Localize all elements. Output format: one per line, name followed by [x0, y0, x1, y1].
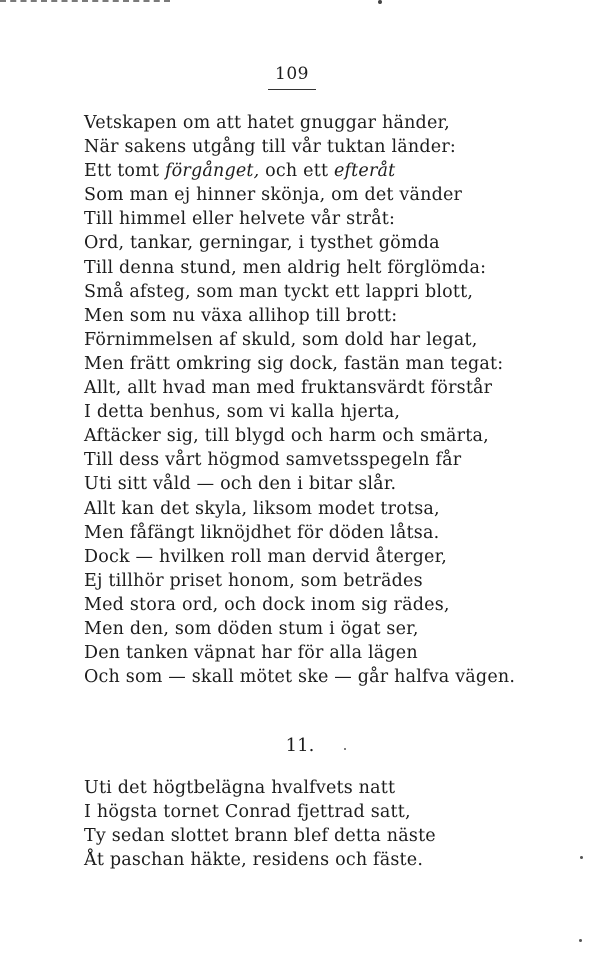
- section-number: 11.: [285, 735, 315, 756]
- verse-text: När sakens utgång till vår tuktan länder:: [84, 137, 456, 158]
- verse-text: Uti sitt våld — och den i bitar slår.: [84, 474, 397, 495]
- verse-line: [84, 665, 515, 689]
- verse-line: [84, 448, 515, 472]
- verse-line: [84, 159, 515, 183]
- verse-line: [84, 183, 515, 207]
- verse-line: [84, 304, 515, 328]
- verse-line: [84, 111, 515, 135]
- verse-text: Ord, tankar, gerningar, i tysthet gömda: [84, 233, 440, 254]
- verse-italic-text: förgånget,: [164, 161, 260, 182]
- verse-line: [84, 328, 515, 352]
- verse-line: [84, 641, 515, 665]
- verse-line: [84, 569, 515, 593]
- verse-text: Vetskapen om att hatet gnuggar händer,: [84, 113, 450, 133]
- verse-text: Till denna stund, men aldrig helt förglömda:: [84, 257, 487, 278]
- verse-text: Ej tillhör priset honom, som beträdes: [84, 570, 423, 591]
- verse-line: [84, 497, 515, 521]
- verse-line: [84, 207, 515, 231]
- page-number: 109: [275, 64, 309, 84]
- verse-text: Ty sedan slottet brann blef detta näste: [84, 826, 436, 847]
- verse-line: [84, 400, 515, 424]
- verse-line: [84, 521, 515, 545]
- verse-text: Men som nu växa allihop till brott:: [84, 305, 398, 326]
- print-speck: [344, 748, 346, 750]
- verse-line: [84, 280, 515, 304]
- verse-italic-text: efteråt: [333, 161, 396, 182]
- verse-text: Dock — hvilken roll man dervid återger,: [84, 546, 447, 567]
- verse-line: [84, 135, 515, 159]
- verse-line: [84, 800, 436, 824]
- verse-text: Med stora ord, och dock inom sig rädes,: [84, 594, 450, 615]
- verse-text: Ett tomt: [84, 161, 165, 182]
- verse-text: Små afsteg, som man tyckt ett lappri blott,: [84, 281, 474, 302]
- verse-text: Till dess vårt högmod samvetsspegeln får: [84, 450, 462, 471]
- verse-line: [84, 472, 515, 496]
- verse-line: [84, 256, 515, 280]
- print-speck: [579, 939, 582, 942]
- verse-text: och ett: [259, 161, 334, 182]
- page-number-underline: [268, 89, 316, 90]
- verse-text: Allt, allt hvad man med fruktansvärdt förstår: [84, 378, 493, 399]
- verse-line: [84, 848, 436, 872]
- verse-text: Men frätt omkring sig dock, fastän man tegat:: [84, 353, 504, 374]
- verse-line: [84, 617, 515, 641]
- verse-text: Förnimmelsen af skuld, som dold har legat,: [84, 329, 478, 350]
- verse-line: [84, 593, 515, 617]
- verse-text: Allt kan det skyla, liksom modet trotsa,: [84, 498, 440, 519]
- verse-text: Aftäcker sig, till blygd och harm och smärta,: [84, 426, 489, 447]
- verse-text: Uti det högtbelägna hvalfvets natt: [84, 778, 396, 798]
- verse-text: I detta benhus, som vi kalla hjerta,: [84, 402, 401, 423]
- verse-text: Den tanken väpnat har för alla lägen: [84, 643, 418, 664]
- verse-line: [84, 352, 515, 376]
- verse-line: [84, 545, 515, 569]
- verse-text: Men den, som döden stum i ögat ser,: [84, 618, 419, 639]
- poem-stanza-2: [84, 776, 436, 872]
- verse-text: Och som — skall mötet ske — går halfva vägen.: [84, 667, 516, 688]
- print-speck: [580, 856, 583, 859]
- top-edge-mark: [378, 0, 382, 4]
- verse-line: [84, 376, 515, 400]
- verse-line: [84, 776, 436, 800]
- verse-text: Åt paschan häkte, residens och fäste.: [84, 850, 424, 871]
- verse-text: Men fåfängt liknöjdhet för döden låtsa.: [84, 522, 440, 543]
- verse-text: Som man ej hinner skönja, om det vänder: [84, 185, 463, 206]
- verse-line: [84, 231, 515, 255]
- verse-line: [84, 824, 436, 848]
- top-edge-rule: [0, 0, 170, 2]
- poem-stanza-1: [84, 111, 515, 689]
- verse-text: Till himmel eller helvete vår stråt:: [84, 209, 396, 230]
- verse-text: I högsta tornet Conrad fjettrad satt,: [84, 802, 411, 823]
- verse-line: [84, 424, 515, 448]
